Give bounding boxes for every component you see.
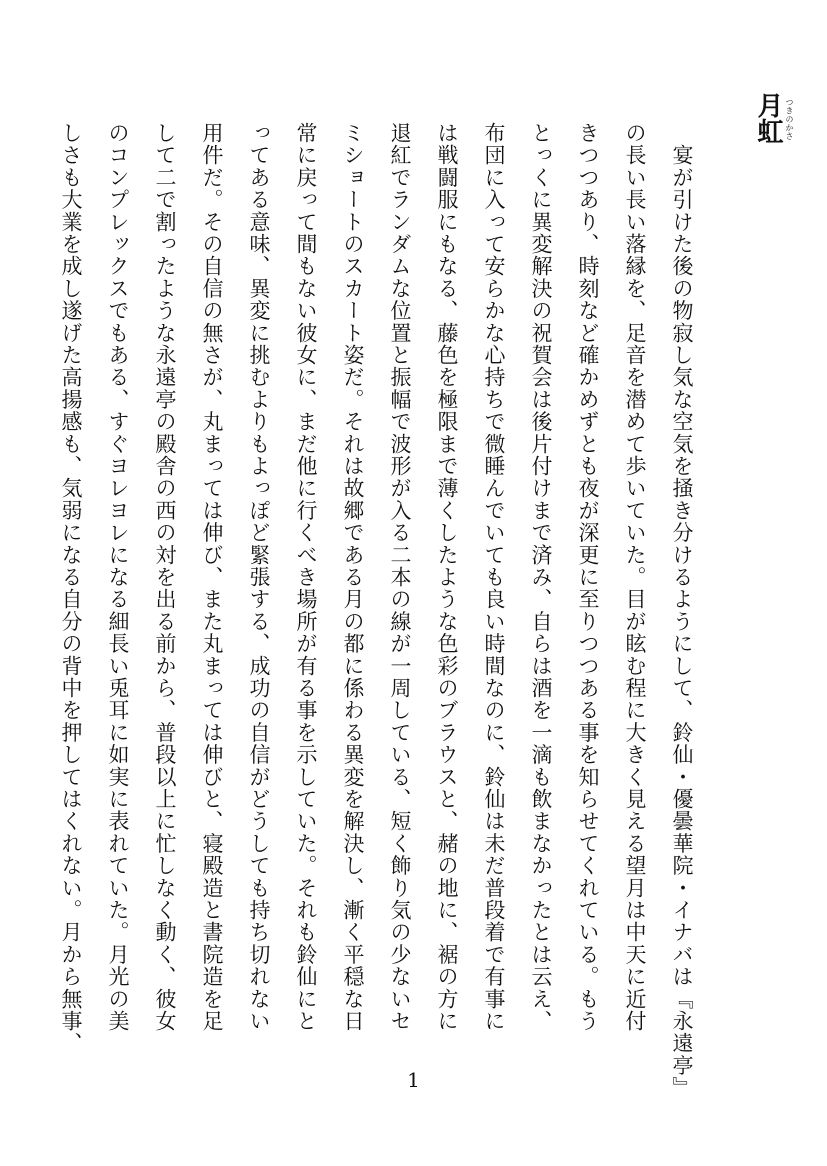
text-line: 布団に入って安らかな心持ちで微睡んでいても良い時間なのに、鈴仙は未だ普段着で有事に [482, 122, 506, 1033]
text-line: 常に戻って間もない彼女に、まだ他に行くべき場所が有る事を示していた。それも鈴仙にと [294, 122, 318, 1033]
text-line: して二で割ったような永遠亭の殿舎の西の対を出る前から、普段以上に忙しなく動く、彼女 [153, 122, 177, 1033]
text-line: ミショートのスカート姿だ。それは故郷である月の都に係わる異変を解決し、漸く平穏な日 [341, 122, 365, 1033]
text-line: のコンプレックスでもある、すぐヨレヨレになる細長い兎耳に如実に表れていた。月光の美 [106, 122, 130, 1033]
text-line: 用件だ。その自信の無さが、丸まっては伸び、また丸まっては伸びと、寝殿造と書院造を足 [200, 122, 224, 1033]
text-line: の長い長い落縁を、足音を潜めて歩いていた。目が眩む程に大きく見える望月は中天に近付 [623, 122, 647, 1033]
chapter-title-ruby: つきのかさ [785, 98, 794, 141]
text-line: ってある意味、異変に挑むよりもよっぽど緊張する、成功の自信がどうしても持ち切れない [247, 122, 271, 1033]
vertical-body-text [59, 122, 705, 1099]
page-number: 1 [407, 1068, 420, 1092]
text-line: 退紅でランダムな位置と振幅で波形が入る二本の線が一周している、短く飾り気の少ないセ [388, 122, 412, 1033]
title-block [753, 92, 797, 172]
text-line: 宴が引けた後の物寂し気な空気を掻き分けるようにして、鈴仙・優曇華院・イナバは『永遠亭』 [670, 122, 694, 1099]
text-line: は戦闘服にもなる、藤色を極限まで薄くしたような色彩のブラウスと、赭の地に、裾の方に [435, 122, 459, 1033]
text-line: きつつあり、時刻など確かめずとも夜が深更に至りつつある事を知らせてくれている。もう [576, 122, 600, 1033]
text-line: とっくに異変解決の祝賀会は後片付けまで済み、自らは酒を一滴も飲まなかったとは云え、 [529, 122, 553, 1033]
text-line: しさも大業を成し遂げた高揚感も、気弱になる自分の背中を押してはくれない。月から無事、 [59, 122, 83, 1055]
chapter-title: 月虹 [753, 92, 783, 144]
